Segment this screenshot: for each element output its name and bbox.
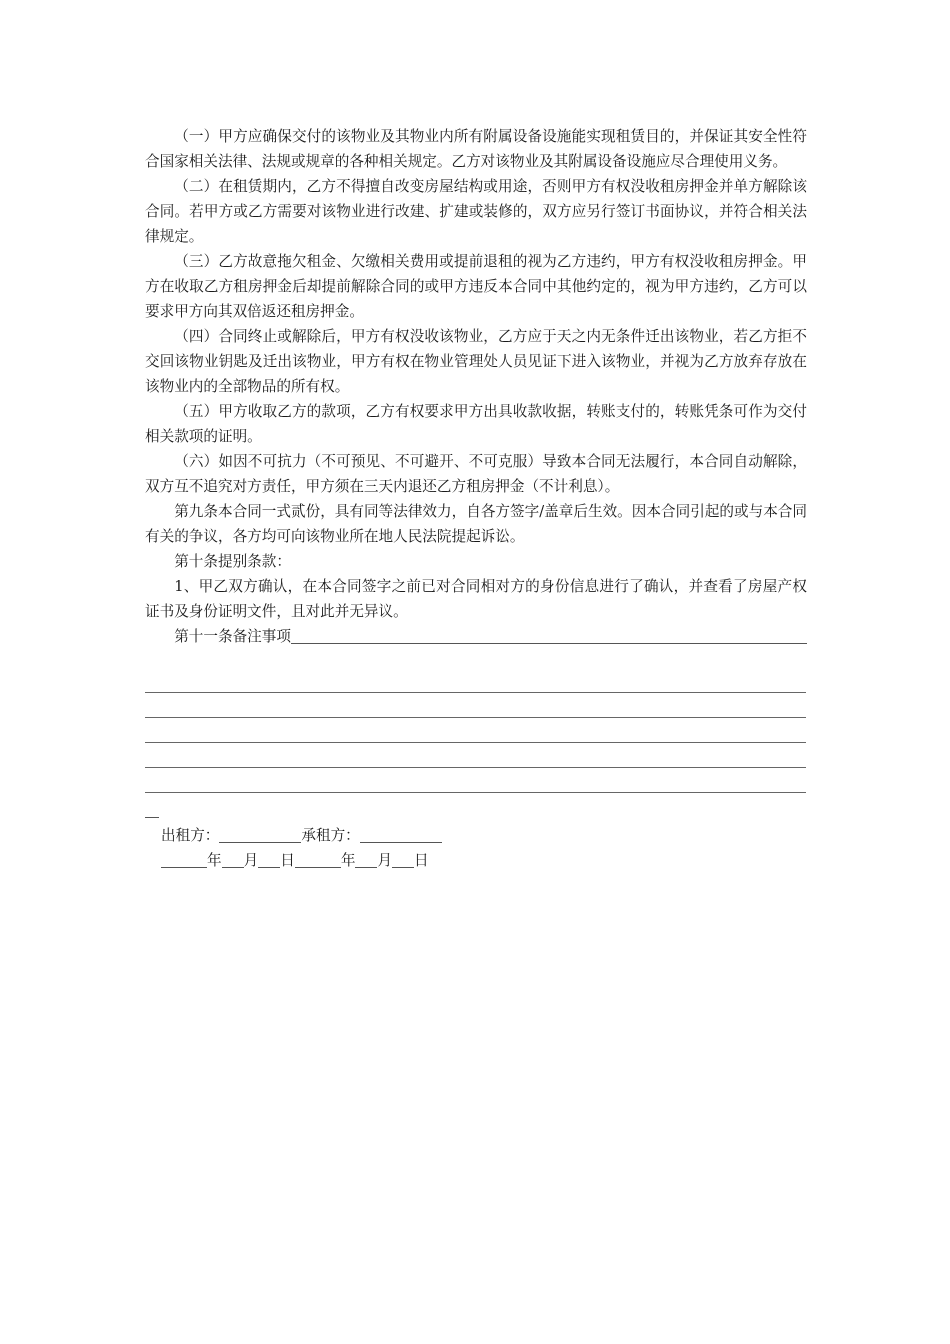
clause-paragraph-5: （五）甲方收取乙方的款项，乙方有权要求甲方出具收款收据，转账支付的，转账凭条可作为交付相关款项的证明。 [145,403,807,445]
lessor-month-blank[interactable] [222,851,244,868]
signature-dates-row [161,848,442,873]
year-label: 年 [340,852,356,869]
lessee-year-blank[interactable] [295,851,341,868]
lessor-label: 出租方： [161,827,220,844]
contract-body [145,124,807,649]
clause-paragraph-3: （三）乙方故意拖欠租金、欠缴相关费用或提前退租的视为乙方违约，甲方有权没收租房押金。甲方在收取乙方租房押金后却提前解除合同的或甲方违反本合同中其他约定的，视为甲方违约，乙方可以要求甲方向其双倍返还租房押金。 [145,253,807,320]
signature-block [161,823,442,873]
article-10-item-1: 1、甲乙双方确认，在本合同签字之前已对合同相对方的身份信息进行了确认，并查看了房屋产权证书及身份证明文件，且对此并无异议。 [145,578,807,620]
notes-fill-line[interactable] [291,626,807,644]
clause-paragraph-1: （一）甲方应确保交付的该物业及其物业内所有附属设备设施能实现租赁目的，并保证其安全性符合国家相关法律、法规或规章的各种相关规定。乙方对该物业及其附属设备设施应尽合理使用义务。 [145,128,807,170]
month-label: 月 [377,852,393,869]
notes-heading-row [145,624,807,649]
article-9: 第九条本合同一式贰份，具有同等法律效力，自各方签字/盖章后生效。因本合同引起的或与本合同有关的争议，各方均可向该物业所在地人民法院提起诉讼。 [145,503,807,545]
notes-label: 第十一条备注事项 [174,628,291,645]
clause-paragraph-2: （二）在租赁期内，乙方不得擅自改变房屋结构或用途，否则甲方有权没收租房押金并单方解除该合同。若甲方或乙方需要对该物业进行改建、扩建或装修的，双方应另行签订书面协议，并符合相关法律规定。 [145,178,807,245]
year-label: 年 [207,852,222,869]
day-label: 日 [280,852,295,869]
lessee-day-blank[interactable] [392,851,414,868]
day-label: 日 [414,852,429,869]
notes-blank-line-2[interactable] [145,717,806,718]
notes-blank-line-1[interactable] [145,692,806,693]
clause-paragraph-6: （六）如因不可抗力（不可预见、不可避开、不可克服）导致本合同无法履行，本合同自动解除，双方互不追究对方责任，甲方须在三天内退还乙方租房押金（不计利息）。 [145,453,807,495]
lessor-year-blank[interactable] [161,851,207,868]
clause-paragraph-4: （四）合同终止或解除后，甲方有权没收该物业，乙方应于天之内无条件迁出该物业，若乙方拒不交回该物业钥匙及迁出该物业，甲方有权在物业管理处人员见证下进入该物业，并视为乙方放弃存放在该物业内的全部物品的所有权。 [145,328,807,395]
notes-blank-line-4[interactable] [145,767,806,768]
notes-blank-line-3[interactable] [145,742,806,743]
lessor-signature-blank[interactable] [219,826,301,843]
month-label: 月 [243,852,259,869]
notes-blank-line-5[interactable] [145,792,806,793]
lessee-month-blank[interactable] [355,851,377,868]
notes-tail-dash [145,817,159,818]
signature-parties-row [161,823,442,848]
article-10-heading: 第十条提别条款： [174,553,291,570]
lessee-signature-blank[interactable] [360,826,442,843]
lessee-label: 承租方： [301,827,360,844]
lessor-day-blank[interactable] [258,851,280,868]
